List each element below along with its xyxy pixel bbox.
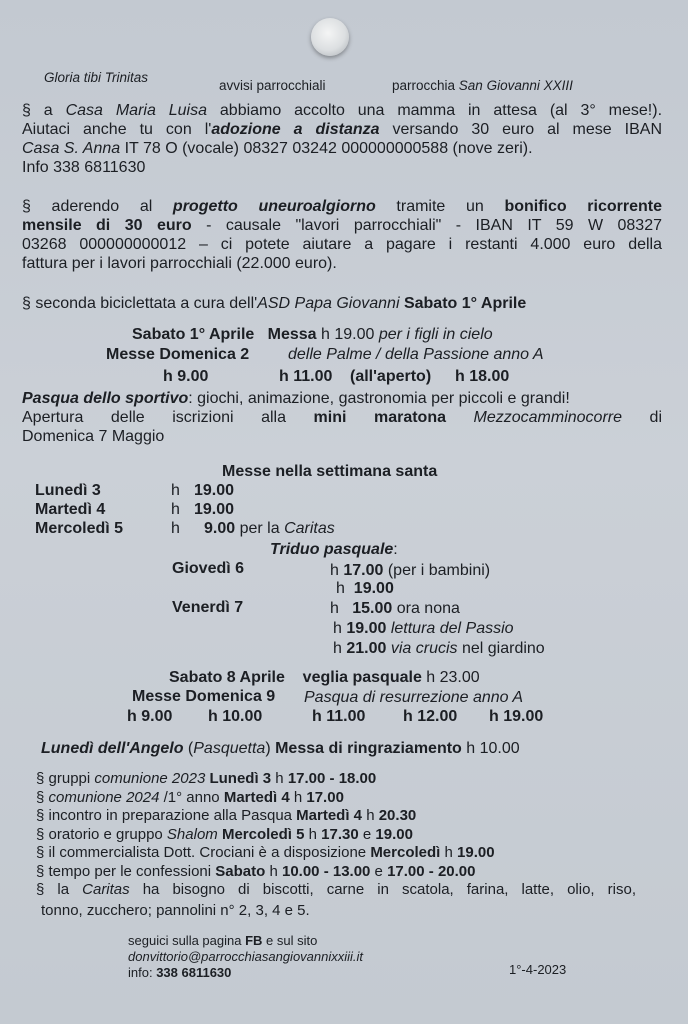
holy-week-h: h [171, 482, 180, 499]
notice-item: § il commercialista Dott. Crociani è a disposizione Mercoledì h 19.00 [36, 844, 495, 861]
triduo-title: Triduo pasquale: [270, 541, 398, 558]
notice-item: § tempo per le confessioni Sabato h 10.00 - 13.00 e 17.00 - 20.00 [36, 862, 476, 880]
notice-biciclettata: § seconda biciclettata a cura dell'ASD Papa Giovanni Sabato 1° Aprile [22, 295, 527, 312]
holy-week-day: Martedì 4 [35, 501, 106, 518]
sunday-9-time: h 10.00 [208, 708, 263, 725]
venerdi-time-1: h 15.00 ora nona [330, 600, 460, 617]
notice-item-continuation: tonno, zucchero; pannolini n° 2, 3, 4 e 5. [41, 902, 310, 919]
sunday-2-time-2-note: (all'aperto) [350, 368, 432, 385]
giovedi-time-1: h 17.00 (per i bambini) [330, 562, 491, 579]
notice-item: § la Caritas ha bisogno di biscotti, carne in scatola, farina, latte, olio, riso, [36, 881, 636, 898]
sunday-9-time: h 11.00 [312, 708, 366, 725]
holy-week-time: 19.00 [194, 482, 235, 499]
push-pin-icon [311, 18, 349, 56]
venerdi-label: Venerdì 7 [172, 599, 244, 616]
footer-date: 1°-4-2023 [509, 962, 567, 977]
holy-week-time: 19.00 [194, 501, 235, 518]
holy-week-day: Mercoledì 5 [35, 520, 124, 537]
venerdi-time-2: h 19.00 lettura del Passio [333, 620, 514, 637]
sunday-9-note: Pasqua di resurrezione anno A [304, 689, 524, 706]
notice-item: § comunione 2024 /1° anno Martedì 4 h 17.00 [36, 788, 344, 806]
holy-week-h: h [171, 520, 180, 537]
giovedi-label: Giovedì 6 [172, 560, 245, 577]
sunday-2-time-3: h 18.00 [455, 368, 510, 385]
saturday-1-mass: Sabato 1° Aprile Messa h 19.00 per i figli in cielo [132, 326, 493, 343]
footer-info: info: 338 6811630 [128, 965, 232, 980]
sunday-9-time: h 9.00 [127, 708, 173, 725]
notice-uneuroalgiorno: § aderendo al progetto uneuroalgiorno tramite un bonifico ricorrente mensile di 30 euro - causale "lavori parrocchiali" - IBAN IT 59 W 08327 03268 000000000012 – ci potete aiutare a pagare i restanti 4.000 euro della fattura per i lavori parrocchiali (22.000 euro). [22, 198, 663, 272]
sunday-9-time: h 12.00 [403, 708, 458, 725]
venerdi-time-3: h 21.00 via crucis nel giardino [333, 640, 545, 657]
header-motto: Gloria tibi Trinitas [44, 70, 149, 85]
notice-item: § gruppi comunione 2023 Lunedì 3 h 17.00 - 18.00 [36, 770, 377, 787]
notice-item: § incontro in preparazione alla Pasqua Martedì 4 h 20.30 [36, 807, 417, 824]
saturday-8-vigil: Sabato 8 Aprile veglia pasquale h 23.00 [169, 669, 480, 686]
sunday-2-time-2: h 11.00 [279, 368, 333, 385]
sunday-2-note: delle Palme / della Passione anno A [288, 346, 544, 363]
holy-week-time: 9.00 per la Caritas [204, 520, 335, 537]
holy-week-h: h [171, 501, 180, 518]
header-title: avvisi parrocchiali [219, 78, 326, 93]
sunday-2-label: Messe Domenica 2 [106, 346, 250, 363]
notice-item: § oratorio e gruppo Shalom Mercoledì 5 h 17.30 e 19.00 [36, 825, 413, 843]
holy-week-title: Messe nella settimana santa [222, 463, 438, 480]
sunday-9-time: h 19.00 [489, 708, 544, 725]
notice-pasqua-sportivo: Pasqua dello sportivo: giochi, animazione, gastronomia per piccoli e grandi! Apertura delle iscrizioni alla mini maratona Mezzocamminocorre di Domenica 7 Maggio [22, 390, 662, 445]
notice-casa-maria-luisa: § a Casa Maria Luisa abbiamo accolto una mamma in attesa (al 3° mese!). Aiutaci anche tu con l'adozione a distanza versando 30 euro al mese IBAN Casa S. Anna IT 78 O (vocale) 08327 03242 000000000588 (nove zeri). Info 338 6811630 [22, 102, 663, 176]
footer-email: donvittorio@parrocchiasangiovannixxiii.it [128, 949, 364, 964]
header-parish: parrocchia San Giovanni XXIII [392, 78, 573, 93]
holy-week-day: Lunedì 3 [35, 482, 101, 499]
sunday-9-label: Messe Domenica 9 [132, 688, 276, 705]
giovedi-time-2: h 19.00 [336, 580, 394, 597]
easter-monday-mass: Lunedì dell'Angelo (Pasquetta) Messa di ringraziamento h 10.00 [41, 740, 520, 757]
footer-follow: seguici sulla pagina FB e sul sito [128, 933, 318, 948]
sunday-2-time-1: h 9.00 [163, 368, 209, 385]
notices-list [36, 770, 636, 900]
